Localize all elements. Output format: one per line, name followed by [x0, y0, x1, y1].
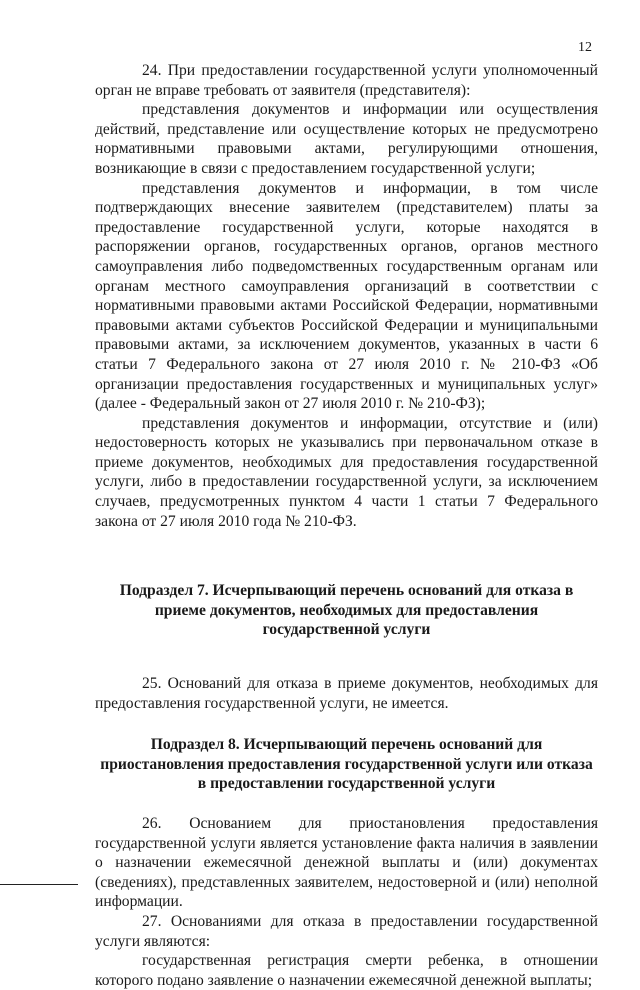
paragraph-24-item-3: представления документов и информации, отсутствие и (или) недостоверность которых не указывались при первоначальном отказе в приеме документов, необходимых для предоставления государственной услуги, либо в предоставлении государственной услуги, за исключением случаев, предусмотренных пунктом 4 части 1 статьи 7 Федерального закона от 27 июля 2010 года № 210-ФЗ.	[95, 414, 598, 530]
paragraph-26: 26. Основанием для приостановления предоставления государственной услуги является установление факта наличия в заявлении о назначении ежемесячной денежной выплаты и (или) документах (сведениях), представленных заявителем, недостоверной и (или) неполной информации.	[95, 815, 598, 911]
page-number: 12	[578, 40, 592, 55]
paragraph-25: 25. Оснований для отказа в приеме документов, необходимых для предоставления государственной услуги, не имеется.	[95, 675, 598, 712]
paragraph-27-item-1: государственная регистрация смерти ребенка, в отношении которого подано заявление о назначении ежемесячной денежной выплаты;	[95, 952, 598, 989]
paragraph-24-item-1: представления документов и информации или осуществления действий, представление или осуществление которых не предусмотрено нормативными правовыми актами, регулирующими отношения, возникающие в связи с предоставлением государственной услуги;	[95, 101, 598, 177]
document-body	[95, 61, 598, 990]
footnote-divider	[0, 884, 78, 885]
paragraph-27-intro: 27. Основаниями для отказа в предоставлении государственной услуги являются:	[95, 912, 598, 950]
paragraph-24-intro: 24. При предоставлении государственной услуги уполномоченный орган не вправе требовать от заявителя (представителя):	[95, 62, 598, 99]
subsection-8-heading: Подраздел 8. Исчерпывающий перечень оснований для приостановления предоставления государственной услуги или отказа в предоставлении государственной услуги	[100, 736, 593, 793]
paragraph-24-item-2: представления документов и информации, в том числе подтверждающих внесение заявителем (представителем) платы за предоставление государственной услуги, которые находятся в распоряжении органов, государственных органов, органов местного самоуправления либо подведомственных государственным органам или органам местного самоуправления организаций в соответствии с нормативными правовыми актами Российской Федерации, нормативными правовыми актами субъектов Российской Федерации и муниципальными правовыми актами, за исключением документов, указанных в части 6 статьи 7 Федерального закона от 27 июля 2010 г. № 210-ФЗ «Об организации предоставления государственных и муниципальных услуг» (далее - Федеральный закон от 27 июля 2010 г. № 210-ФЗ);	[95, 179, 598, 413]
subsection-7-heading: Подраздел 7. Исчерпывающий перечень оснований для отказа в приеме документов, необходимых для предоставления государственной услуги	[119, 582, 574, 639]
